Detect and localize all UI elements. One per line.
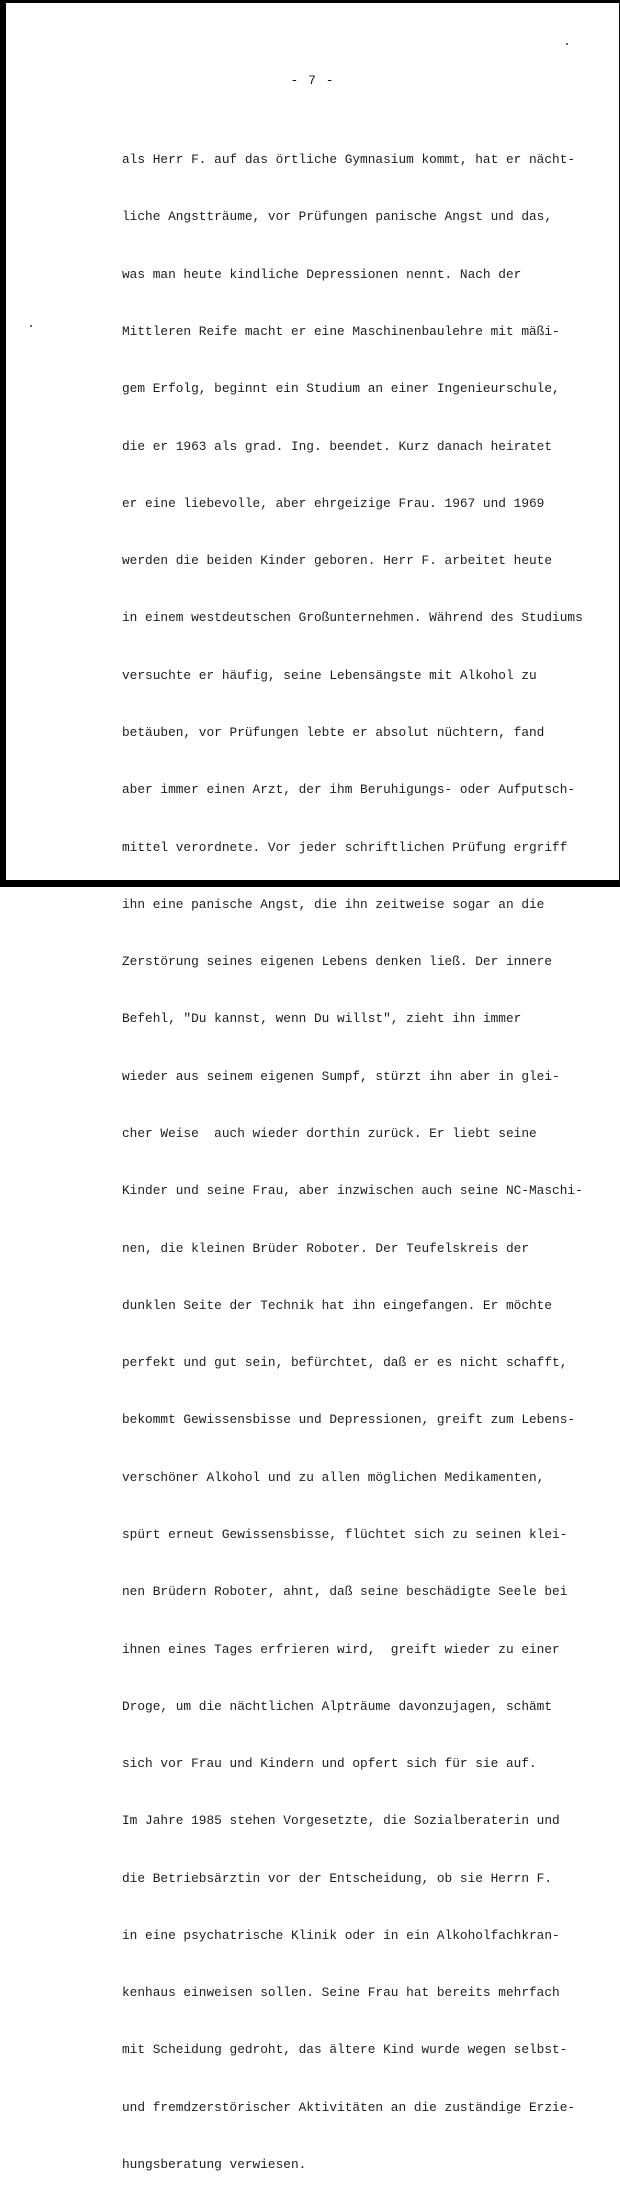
text-line: Im Jahre 1985 stehen Vorgesetzte, die Sozialberaterin und — [122, 1813, 560, 1829]
text-line: was man heute kindliche Depressionen nennt. Nach der — [122, 266, 522, 282]
text-line: liche Angstträume, vor Prüfungen panische Angst und das, — [122, 209, 553, 225]
text-line: Mittleren Reife macht er eine Maschinenbaulehre mit mäßi- — [122, 324, 560, 340]
text-line: versuchte er häufig, seine Lebensängste mit Alkohol zu — [122, 667, 537, 683]
text-line: die er 1963 als grad. Ing. beendet. Kurz danach heiratet — [122, 438, 553, 454]
text-line: er eine liebevolle, aber ehrgeizige Frau. 1967 und 1969 — [122, 495, 545, 511]
text-line: hungsberatung verwiesen. — [122, 2157, 307, 2173]
text-line: gem Erfolg, beginnt ein Studium an einer Ingenieurschule, — [122, 381, 560, 397]
text-line: ihnen eines Tages erfrieren wird, greift wieder zu einer — [122, 1641, 560, 1657]
scan-speck — [566, 43, 568, 45]
text-line: ihn eine panische Angst, die ihn zeitweise sogar an die — [122, 896, 545, 912]
text-line: werden die beiden Kinder geboren. Herr F. arbeitet heute — [122, 553, 553, 569]
text-line: kenhaus einweisen sollen. Seine Frau hat bereits mehrfach — [122, 1985, 560, 2001]
text-line: betäuben, vor Prüfungen lebte er absolut nüchtern, fand — [122, 725, 545, 740]
text-line: mittel verordnete. Vor jeder schriftlichen Prüfung ergriff — [122, 839, 568, 855]
text-line: in einem westdeutschen Großunternehmen. Während des Studiums — [122, 610, 583, 626]
text-line: Befehl, "Du kannst, wenn Du willst", zieht ihn immer — [122, 1011, 522, 1027]
text-line: in eine psychatrische Klinik oder in ein Alkoholfachkran- — [122, 1927, 560, 1943]
text-line: Zerstörung seines eigenen Lebens denken ließ. Der innere — [122, 954, 553, 970]
scan-speck — [30, 325, 32, 327]
page-number: - 7 - — [290, 73, 335, 88]
text-line: verschöner Alkohol und zu allen möglichen Medikamenten, — [122, 1469, 545, 1485]
text-line: und fremdzerstörischer Aktivitäten an die zuständige Erzie- — [122, 2099, 576, 2115]
text-line: Droge, um die nächtlichen Alpträume davonzujagen, schämt — [122, 1698, 553, 1714]
text-line: Kinder und seine Frau, aber inzwischen auch seine NC-Maschi- — [122, 1183, 583, 1199]
text-line: cher Weise auch wieder dorthin zurück. Er liebt seine — [122, 1125, 537, 1141]
text-line: mit Scheidung gedroht, das ältere Kind wurde wegen selbst- — [122, 2042, 568, 2058]
text-line: die Betriebsärztin vor der Entscheidung, ob sie Herrn F. — [122, 1870, 553, 1886]
text-line: nen Brüdern Roboter, ahnt, daß seine beschädigte Seele bei — [122, 1584, 568, 1600]
text-line: dunklen Seite der Technik hat ihn eingefangen. Er möchte — [122, 1297, 553, 1313]
text-line: perfekt und gut sein, befürchtet, daß er es nicht schafft, — [122, 1355, 568, 1371]
text-line: als Herr F. auf das örtliche Gymnasium kommt, hat er nächt- — [122, 152, 576, 168]
text-line: nen, die kleinen Brüder Roboter. Der Teufelskreis der — [122, 1240, 530, 1256]
text-line: spürt erneut Gewissensbisse, flüchtet sich zu seinen klei- — [122, 1526, 568, 1542]
text-line: wieder aus seinem eigenen Sumpf, stürzt ihn aber in glei- — [122, 1068, 560, 1084]
text-line: bekommt Gewissensbisse und Depressionen, greift zum Lebens- — [122, 1412, 576, 1428]
body-text — [122, 112, 583, 2212]
text-line: sich vor Frau und Kindern und opfert sich für sie auf. — [122, 1756, 537, 1772]
text-line: aber immer einen Arzt, der ihm Beruhigungs- oder Aufputsch- — [122, 782, 576, 798]
